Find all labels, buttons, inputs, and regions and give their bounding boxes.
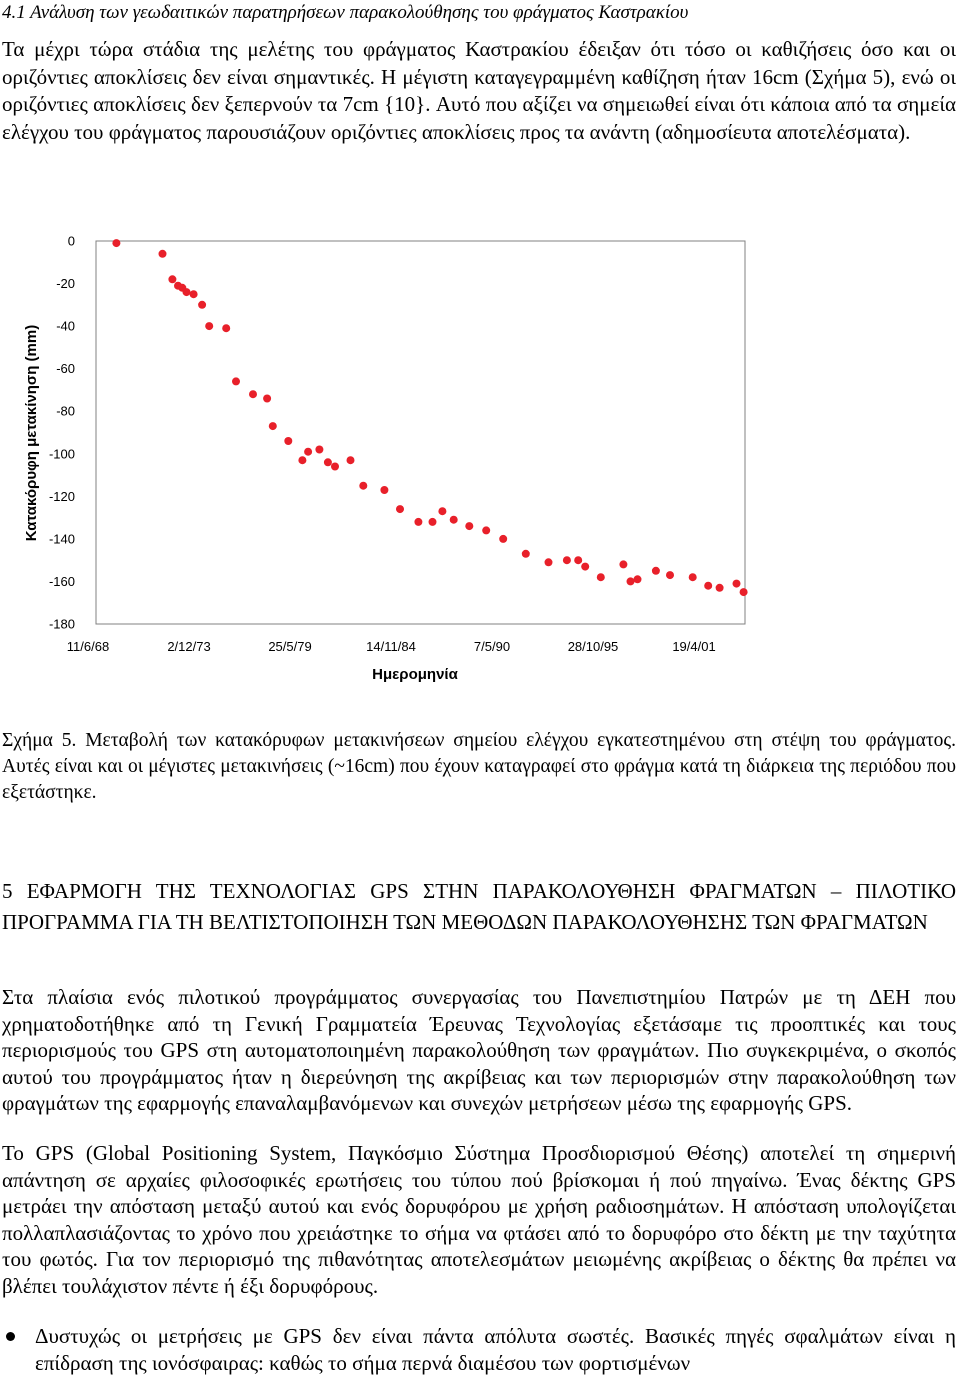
bullet-text: Δυστυχώς οι μετρήσεις με GPS δεν είναι πάντα απόλυτα σωστές. Βασικές πηγές σφαλμάτων είναι η επίδραση της ιονόσφαιρας: καθώς το σήμα περνά διαμέσου των φορτισμένων (35, 1324, 956, 1375)
y-axis-ticks (49, 234, 75, 632)
plot-area-frame (96, 241, 745, 624)
data-point (581, 563, 589, 571)
x-tick-label: 11/6/68 (66, 639, 110, 654)
x-tick-label: 7/5/90 (473, 639, 511, 654)
data-point (482, 526, 490, 534)
data-point (298, 456, 306, 464)
y-tick-label: -140 (48, 531, 75, 547)
paragraph: Το GPS (Global Positioning System, Παγκόσμιο Σύστημα Προσδιορισμού Θέσης) αποτελεί τη σημερινή απάντηση σε αρχαίες φιλοσοφικές ερωτήσεις του τύπου πού βρίσκομαι ή πού πηγαίνω. Ένας δέκτης GPS μετράει την απόσταση μεταξύ αυτού και ενός δορυφόρου με χρήση ραδιοσημάτων. Η απόσταση υπολογίζεται πολλαπλασιάζοντας το χρόνο που χρειάστηκε το σήμα να φτάσει από το δορυφόρο στο δέκτη με την ταχύτητα του φωτός. Για τον περιορισμό της πιθανότητας αποτελεσμάτων μειωμένης ακρίβειας ο δέκτης θα πρέπει να βλέπει τουλάχιστον πέντε ή έξι δορυφόρους. (2, 1141, 956, 1298)
y-tick-label: -80 (56, 403, 75, 419)
y-tick-label: 0 (67, 233, 75, 249)
y-tick-label: -180 (48, 616, 75, 632)
data-point (284, 437, 292, 445)
y-tick-label: -20 (56, 276, 75, 292)
data-point (627, 577, 635, 585)
data-point (733, 580, 741, 588)
data-point (269, 422, 277, 430)
data-point (232, 377, 240, 385)
data-point (263, 395, 271, 403)
data-point (740, 588, 748, 596)
x-tick-label: 28/10/95 (567, 639, 619, 654)
y-tick-label: -40 (56, 318, 75, 334)
data-point (190, 290, 198, 298)
data-point (634, 575, 642, 583)
data-point (222, 324, 230, 332)
paragraph: Στα πλαίσια ενός πιλοτικού προγράμματος συνεργασίας του Πανεπιστημίου Πατρών με τη ΔΕΗ που χρηματοδοτήθηκε από τη Γενική Γραμματεία Έρευνας Τεχνολογίας εξετάσαμε τις προοπτικές και τους περιορισμούς του GPS στη αυτοματοποιημένη παρακολούθηση των φραγμάτων. Πιο συγκεκριμένα, ο σκοπός αυτού του προγράμματος ήταν η διερεύνηση της ακρίβειας και των περιορισμών στην παρακολούθηση των φραγμάτων της εφαρμογής επαναλαμβανόμενων και συνεχών μετρήσεων μέσω της εφαρμογής GPS. (2, 985, 956, 1115)
data-point (198, 301, 206, 309)
data-point (324, 458, 332, 466)
data-point (414, 518, 422, 526)
data-point (347, 456, 355, 464)
data-point (112, 239, 120, 247)
data-point (159, 250, 167, 258)
data-point (597, 573, 605, 581)
data-point (563, 556, 571, 564)
x-axis-ticks (67, 639, 716, 654)
section-heading: 4.1 Ανάλυση των γεωδαιτικών παρατηρήσεων παρακολούθησης του φράγματος Καστρακίου (2, 2, 689, 23)
data-point (689, 573, 697, 581)
data-point (716, 584, 724, 592)
y-tick-label: -100 (48, 446, 75, 462)
data-point (359, 482, 367, 490)
paragraph: Τα μέχρι τώρα στάδια της μελέτης του φράγματος Καστρακίου έδειξαν ότι τόσο οι καθιζήσεις όσο και οι οριζόντιες αποκλίσεις δεν είναι σημαντικές. Η μέγιστη καταγεγραμμένη καθίζηση ήταν 16cm (Σχήμα 5), ενώ οι οριζόντιες αποκλίσεις δεν ξεπερνούν τα 7cm {10}. Αυτό που αξίζει να σημειωθεί είναι ότι κάποια από τα σημεία ελέγχου του φράγματος παρουσιάζουν οριζόντιες αποκλίσεις προς τα ανάντη (αδημοσίευτα αποτελέσματα). (2, 37, 956, 144)
data-point (522, 550, 530, 558)
data-point (396, 505, 404, 513)
data-point (499, 535, 507, 543)
data-point (619, 560, 627, 568)
data-point (450, 516, 458, 524)
data-point (465, 522, 473, 530)
x-tick-label: 2/12/73 (167, 639, 211, 654)
data-point (652, 567, 660, 575)
data-point (545, 558, 553, 566)
data-point (249, 390, 257, 398)
data-point (205, 322, 213, 330)
data-point (380, 486, 388, 494)
y-tick-label: -60 (56, 361, 75, 377)
data-point (304, 448, 312, 456)
y-tick-label: -120 (48, 488, 75, 504)
x-axis-title: Ημερομηνία (372, 666, 458, 683)
data-points (112, 239, 747, 596)
x-tick-label: 25/5/79 (268, 639, 312, 654)
data-point (666, 571, 674, 579)
data-point (429, 518, 437, 526)
data-point (574, 556, 582, 564)
figure-caption: Σχήμα 5. Μεταβολή των κατακόρυφων μετακινήσεων σημείου ελέγχου εγκατεστημένου στη στέψη του φράγματος. Αυτές είναι και οι μέγιστες μετακινήσεις (~16cm) που έχουν καταγραφεί στο φράγμα κατά τη διάρκεια της περιόδου που εξετάστηκε. (2, 730, 956, 803)
data-point (183, 288, 191, 296)
data-point (704, 582, 712, 590)
y-tick-label: -160 (48, 573, 75, 589)
x-tick-label: 19/4/01 (672, 639, 716, 654)
data-point (331, 463, 339, 471)
data-point (168, 275, 176, 283)
chapter-heading: 5 ΕΦΑΡΜΟΓΗ ΤΗΣ ΤΕΧΝΟΛΟΓΙΑΣ GPS ΣΤΗΝ ΠΑΡΑΚΟΛΟΥΘΗΣΗ ΦΡΑΓΜΑΤΩΝ – ΠΙΛΟΤΙΚΟ ΠΡΟΓΡΑΜΜΑ ΓΙΑ ΤΗ ΒΕΛΤΙΣΤΟΠΟΙΗΣΗ ΤΩΝ ΜΕΘΟΔΩΝ ΠΑΡΑΚΟΛΟΥΘΗΣΗΣ ΤΩΝ ΦΡΑΓΜΑΤΩΝ (2, 879, 956, 934)
y-axis-title: Κατακόρυφη μετακίνηση (mm) (23, 324, 40, 542)
x-tick-label: 14/11/84 (366, 639, 416, 654)
data-point (438, 507, 446, 515)
bullet-dot-icon (6, 1332, 15, 1341)
data-point (315, 446, 323, 454)
settlement-scatter-chart (0, 225, 960, 695)
